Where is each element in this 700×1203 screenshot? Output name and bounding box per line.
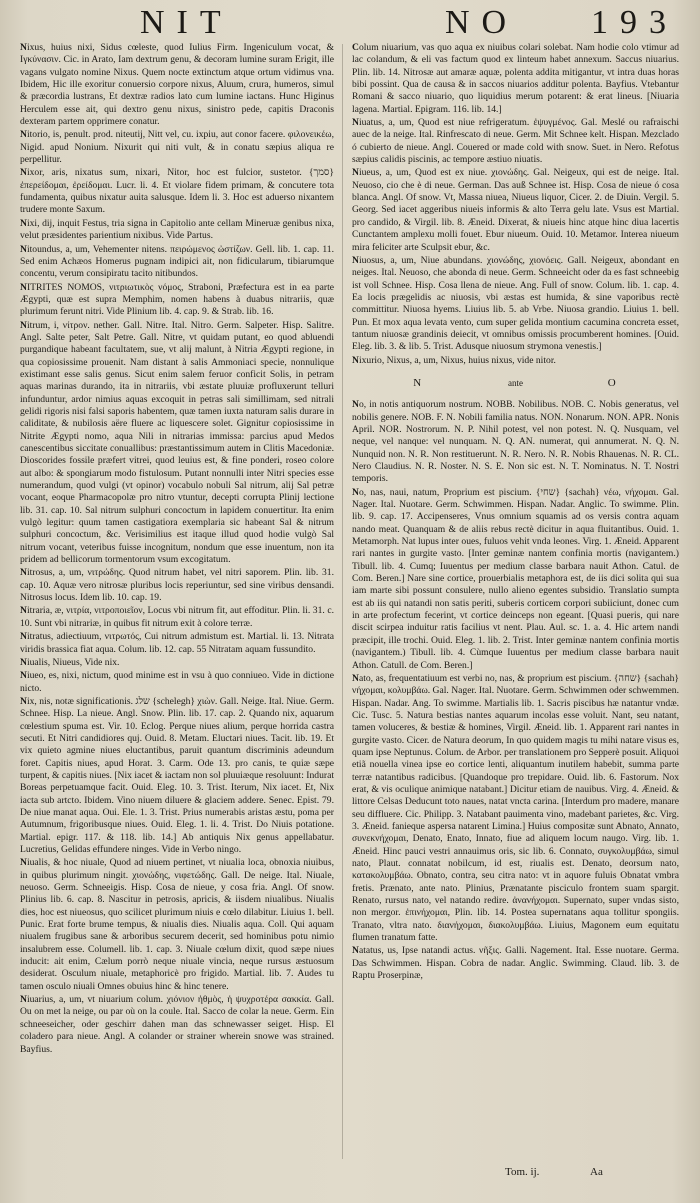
dictionary-entry: Niualis, & hoc niuale, Quod ad niuem pertinet, vt niualia loca, obnoxia niuibus, in quibus plurimum ningit. χιονώδης, νιφετώδης. Gall. De neige. Ital. Niuale, neuoso. Germ. Schneeigis. Hisp. Cosa de nieue, y cosa fria. Angl. Of snow. Plinius lib. 6. cap. 8. Nascitur in petrosis, apricis, & iisdem niualibus. Niualis dies, hoc est niueosus, quo scilicet plurimum niuis e cœlo dilabitur. Liuius 1. bell. Punic. Erat forte brume tempus, & niualis dies. Niualis aqua. Coll. Qui aquam niualem frugibus sane & arboribus securem decerit, sed hominibus potu nimio insalubrem esse. Columell. lib. 1. cap. 3. Niuale cœlum dixit, quod sæpe niues inducit: ait enim, Cælum porrò neque niuale vincia, neque rursus æstuosum desiderat. Osculum niuale, metaphoricè pro frigido. Martial. lib. 7. Audes tu tamen osculo niuali Omnes obuius hinc & hinc tenere. — [20, 857, 334, 992]
running-header — [0, 4, 700, 40]
section-word-ante: ante — [508, 377, 523, 388]
dictionary-entry: Niueus, a, um, Quod est ex niue. χιονώδης. Gal. Neigeux, qui est de neige. Ital. Neuoso, cio che è di neue. German. Das auß Schnee ist. Hisp. Cosa de nieue ó cosa blanca. Angl. Of snow. Vt, Massa niuea, Niueus liquor, Cicer. 2. de Diuin. Vergil. 5. Georg. Sed iacet aggeribus niueis informis & alto Terra gelu late. Vsus est Martial. pro candido, & Virgil. lib. 8. Æneid. Dixerat, & niueis hinc atque hinc diua lacertis Cunctantem amplexu molli fouet. Ebur niueum. Ouid. 10. Metamor. Interea niueum mira feliciter arte Sculpsit ebur, &c. — [352, 167, 679, 253]
right-column — [352, 42, 679, 1177]
dictionary-entry: Niualis, Niueus, Vide nix. — [20, 656, 120, 668]
section-break-n-ante-o — [352, 377, 679, 389]
section-letter-n: N — [413, 376, 424, 389]
dictionary-entry: Niuosus, a, um, Niue abundans. χιονώδης, χιονόεις. Gall. Neigeux, abondant en neiges. Ital. Neuoso, che abonda di neue. Germ. Schneeicht oder da es fast schneebig ist voll Schnee. Hisp. Cosa llena de nieue. Ang. Full of snow. Colum. lib. 1. cap. 4. Ea locis prægelidis ac niuosis, vbi æstas est humida, & sine vaporibus rectè committitur. Niuosa hyems. Liuius lib. 5. ab Vrbe. Niuosa grandio. Liuius 1. bell. Pun. Et mox aqua levata vento, cum super gelida montium cacumina concreta esset, tantum niuosæ grandinis deiecit, vt omnibus omissis procumberent homines. [Ouid. Eleg. lib. 3. & lib. 5. Trist. Adusque niuosum strymona venestis.] — [352, 254, 679, 353]
dictionary-entry: NITRITES NOMOS, νιτριωτικὸς νόμος, Straboni, Præfectura est in ea parte Ægypti, quæ est supra Memphim, nomen habens à duabus nitrariis, quæ plurimum ferunt nitri. Vide Plinium lib. 4. cap. 9. & Strab. lib. 16. — [20, 281, 334, 318]
dictionary-entry: Nixus, huius nixi, Sidus cœleste, quod Iulius Firm. Ingeniculum vocat, & Ιγκύνασιν. Cic. in Arato, Iam dextrum genu, & decoram lumine suram Erigit, ille vagans vulgato nomine Nixus. Quem nocte extinctum atque ortum vidimus vna. Ibidem, Hic ille exoritur conuersio corpore nixus, Aluum, crura, humeros, simul & præcordia lustrans, Et dextræ radios lato cum lumine iactans. Hunc Higinus Herculem esse ait, qui dextro genu nixus, sinistro pede, capitis Draconis dexteram partem opprimere conatur. — [20, 42, 334, 128]
dictionary-entry: Nato, as, frequentatiuum est verbi no, nas, & proprium est piscium. {שחה} {sachah} νήχομαι, κολυμβάω. Gal. Nager. Ital. Nuotare. Germ. Schwimmen oder schwemmen. Hispan. Nadar. Ang. To swimme. Martialis lib. 1. Sacris piscibus hæ natantur vndæ. Cic. Tusc. 5. Natura bestias nantes aquarum incolas esse voluit. Nant, seu natant, tamen voluceres, & bestiæ & homines, Virgil. Æneid. lib. 1. Apparent rari nantes in gurgite vasto. Cicer. de Natura deorum, In quo quidem magis tu mihi natare visus es, quam ipse Neptunus. Colum. de Arbor. per translationem pro Sepperè posuit. Aliquoi etiã nouella vinea ipse eo cortice lenti, aliquantum inutilem habebit, summa parte terræ natantibus radicibus. [Quandoque pro trepidare. Ouid. lib. 6. Fastorum. Nox erat, & vis oculique animique natabant.] Dicitur etiam de nauibus. Virg. 4. Æneid. & littore Celsas Deducunt toto naues, natat vncta carina. [Interdum pro madere, manare seu diffluere. Cic. Philipp. 3. Natabant pauimenta vino, madebant parietes, &c. Virg. 3. Æneid. fanieque aspersa natarent Limina.] Huius compositæ sunt Abnato, Annato, συνεκνήχομαι, Denato, Enato, Innato, fiue ad aliquem locum naugo. Virg. lib. 1. Æneid. Hinc pauci vestri annauimus oris, sic lib. 6. Connato, συγκολυμβάω, simul nato, Plaut. connatat nobilcum, id est, riualis est. Denato, deorsum nato, κατακολυμβάω. Obnato, contra, seu citra nato: vt in aquore fuluis Obnatat vmbra fretis. Prænato, ante nato. Plinius, Prænatante pisciculo frontem suam spargit. Renato, rursus nato, vel natando redire. ἀνανήχομαι. Supernato, super vndas sisto, non mergor. ἐπινήχομαι, Plin. lib. 14. Postea supernatans aqua tollitur spongiis. Tranato, vltra nato. διανήχομαι, διακολυμβάω. Liuius, Magonem eum equitatu flumen tranatum fatte. — [352, 672, 679, 944]
dictionary-entry: Nitratus, adiectiuum, νιτρωτός, Cui nitrum admistum est. Martial. li. 13. Nitrata viridis brassica fiat aqua. Colum. lib. 12. cap. 55 Nitratam aquam fussundito. — [20, 631, 334, 655]
dictionary-entry: No, nas, naui, natum, Proprium est piscium. {שחי} {sachah} νέω, νήχομαι. Gal. Nager. Ital. Nuotare. Germ. Schwimmen. Hispan. Nadar. Anglic. To swimme. Plin. lib. 9. cap. 17. Accipenseres, Vnus omnium squamis ad os versis contra aquam nando meat. Quanquam & de aliis rebus rectè dicitur in aqua fluitantibus. Ouid. 1. Metamorph. Nat lupus inter oues, fuluos vehit vnda leones. Virg. 1. Æneid. Apparent rari nantes in gurgite vasto. [Inter geminæ nantem confinia mortis (navigantem.) Tibull. lib. 4. Cumq; Iuuentus per medium classe barbara nauit Athon. Catul. de Com. Beren.] Nare sine cortice, prouerbialis metaphora est, de iis dici solita qui sua iam marte sibi possunt consulere, nullo alieno egentes subsidio. Translatio sumpta est ab iis qui natandi non satis periti, suberis corticem corpori subiiciunt, donec cum in arte profectum fecerint, vt cortice deinceps non egeant. [Quasi pueris, qui nare discit scirpea induitur ratis facilius vt nent. Plau. Aul. sc. 1. a. 4. Hic artem nandi præcipit, ille trochi. Ouid. Eleg. 1. lib. 2. Trist. Inter geminæ nantem confinia mortis (navigantem.) Tibull. lib. 4. Cùmque Iuuentus per medium classe barbara nauit Athon. Catull. de Com. Beren.] — [352, 486, 679, 671]
dictionary-entry: Nixurio, Nixus, a, um, Nixus, huius nixus, vide nitor. — [352, 354, 556, 366]
dictionary-entry: Natatus, us, Ipse natandi actus. νῆξις. Galli. Nagement. Ital. Esse nuotare. Germa. Das Schwimmen. Hispan. Cobra de nadar. Anglic. Swimming. Claud. lib. 3. de Raptu Proserpinæ, — [352, 945, 679, 982]
left-column — [20, 42, 334, 1167]
dictionary-entry: No, in notis antiquorum nostrum. NOBB. Nobilibus. NOB. C. Nobis generatus, vel nobilis genere. NOB. F. N. Nobili familia natus. NON. Nonarum. NON. APR. Nonis April. NOR. Nostrorum. N. P. Nihil potest, vel non potest. N. Q. Nusquam, vel neque, vel nanque: vel nunquam. N. Q. AN. numerat, qui annumerat. N. Q. N. Nunquid non. N. R. Non restituerunt. N. R. Nero. N. R. Nobis Rhauenas. N. R. CL. Nero Claudius. N. R. Noster. N. S. E. Non sic est. N. T. Nominatus. N. T. Nostri temporis. — [352, 399, 679, 485]
dictionary-entry: Niueo, es, nixi, nictum, quod minime est in vsu à quo conniueo. Vide in dictione nicto. — [20, 670, 334, 694]
dictionary-entry: Colum niuarium, vas quo aqua ex niuibus colari solebat. Nam hodie colo vtimur ad lac colandum, & eli vas factum quod ex linteum habet annexum. Saccus niuarius. Plin. lib. 14. Nitrosæ aut amaræ aquæ, polenta addita mitigantur, vt intra duas horas bibi possint. Qua de causa & in saccos niuarios additur polenta. Bayfius. Vtebantur Romani & sacco niuario, quo liquidius merum potarent: & erat lineus. [Niuaria lagena. Martial. Epigram. 116. lib. 14.] — [352, 42, 679, 115]
page-number: 193 — [591, 4, 678, 41]
column-rule — [342, 44, 343, 1159]
dictionary-entry: Niuatus, a, um, Quod est niue refrigeratum. ἐψυγμένος. Gal. Meslé ou rafraischi auec de la neige. Ital. Rinfrescato di neue. Germ. Mit Schnee kelt. Hispan. Mezclado ó cubierto de nieue. Angl. Couered or made cold with snow. Suet. in Nero. Refotus sæpius calidis piscinis, ac tempore æstiuo niuatis. — [352, 117, 679, 166]
dictionary-entry: Nitraria, æ, νιτρία, νιτροποιεῖον, Locus vbi nitrum fit, aut effoditur. Plin. li. 31. c. 10. Sunt vbi nitrariæ, in quibus fit nitrum exit à colore terræ. — [20, 605, 334, 629]
right-column-upper-entries — [352, 42, 679, 367]
dictionary-entry: Niuarius, a, um, vt niuarium colum. χιόνιον ἠθμὸς, ἡ ψυχροτέρα σακκία. Gall. Ou on met la neige, ou par où on la coule. Ital. Sacco de colar la neue. Germ. Ein schneeseicher, oder geschirr dahen man das schnewasser seiget. Hisp. El coladero para nieue. Angl. A colander or strainer wherein snowe was strained. Bayfius. — [20, 994, 334, 1055]
footer-tome: Tom. ij. — [505, 1166, 540, 1178]
page-footer — [0, 1166, 700, 1186]
dictionary-entry: Nix, nis, notæ significationis. שלג {schelegh} χιὼν. Gall. Neige. Ital. Niue. Germ. Schnee. Hisp. La nieue. Angl. Snow. Plin. lib. 17. cap. 2. Quando nix, aquarum cœlestium spuma est. Vir. 10. Eclog. Perque niues alium, perque horrida castra secuti. Et Nitri candidiores quj. Ouid. 8. Metam. Eluctari niues. Tacit. lib. 19. Et vix quieto agmine niues eluctantibus, paruit quantum discriminis adeundum foret. Capitis niues, apud Horat. 3. Carm. Ode 13. pro canis, te quiæ sæpe turpent, & capitis niues. [Nix iacet & iactam non sol pluuiæque resoluunt: Indurat Boreas perpetuamque facit. Ouid. Eleg. 10. 3. Trist. Iterum, Nix iacet. Et, Nix iacta sub artcto. Ibidem. Vino niuem diluere & glaciem addere. Senec. Epist. 79. De niue manat aqua. Oui. Ele. 1. 3. Trist. Prius numerabis aristas æstu, poma per Autumnum, frigoribusque niues. Ouid. Eleg. 1. li. 4. Trist. Do Niuis potatione. Martial. epigr. 117. & 118. lib. 14.] Ab antiquis Nix genus appellabatur. Lucretius, Gelidas effundere ninges. Vide in Verbo ningo. — [20, 695, 334, 855]
header-right-word: NO — [445, 4, 519, 41]
dictionary-entry: Nixi, dij, inquit Festus, tria signa in Capitolio ante cellam Mineruæ genibus nixa, velut præsidentes parientium nixibus. Vide Partus. — [20, 217, 334, 242]
dictionary-entry: Nitrum, i, νίτρον. nether. Gall. Nitre. Ital. Nitro. Germ. Salpeter. Hisp. Salitre. Angl. Salte peter, Salt Petre. Gall. Nitre, vt quidam putant, eo quod abluendi purgandique habeant facultatem, sue, vt alij malunt, à Nitria Ægypti regione, in qua copiosissime prouenit. Nam distant à salis Ammoniaci specie, nonnulique existimant esse salis genus. Sicut enim salem feruor conficit Solis, in petram aquas marinas durando, ita in nitrariis, vbi æstate pluuiæ profluxerunt telluri infunduntur, ardor nimius aquas excoquit in petras sali simillimam, sed nitrali gelidi rigoris nisi falsi saporis habentem, quæ tamen iuxta naturam salis durare in caliditate, & nubilosis aëre fluere ac liquescere solet. Gignitur copiosissime in Nitrite Ægypti nomo, aqua Nili in nitrarias immissa: parcius apud Medos canescentibus siccitate conuallibus: præstantissimum autem in Clitis Macedoniæ. Dioscorides fossile præfert vitrei, quod leuius est, & fine ponderi, roseo colore aut albo: & spongiarum modo fistulosum. Putant nonnulli inter Nitri species esse numerandum, quod vulgi (vt opinor) vocabulo nobuli Sal nitrum, alij Sal petræ vocant, eoque Pharmacopolæ pro nitro vtuntur, decepti corrupta Plinij lectione lib. 31. cap. 10. Sal nitrum sulphuri concoctum in lapidem conuertitur. Ita enim vulgò legitur: quum tamen castigatiora exemplaria sic habeant Sal & nitrum sulphuri concoctum, &c. Verisimilius est itaque illud quod hodie vulgò Sal nitrum vocant, veteribus fuisse incognitum, nondum que esse inuentum, non ita pridem ad bellicorum tormentorum vsum excogitatum. — [20, 319, 334, 566]
footer-signature: Aa — [590, 1166, 603, 1178]
dictionary-entry: Nitorio, is, penult. prod. niteutij, Nitt vel, cu. ixpiu, aut conor facere. φιλονεικέω, Nigid. apud Nonium. Nixurit qui niti vult, & in conatu sæpius aliqua re perpellitur. — [20, 129, 334, 166]
header-left-word: NIT — [140, 4, 233, 41]
dictionary-entry: Nixor, aris, nixatus sum, nixari, Nitor, hoc est fulcior, sustetor. {סמך} ἐπερείδομαι, ἐρείδομαι. Lucr. li. 4. Et violare fidem primam, & concutere tota fundamenta, quibus nixatur auita salusque. Idem li. 3. Hoc est aduerso nixantem trudere monte Saxum. — [20, 167, 334, 216]
dictionary-entry: Nitoundus, a, um, Vehementer nitens. πειρώμενος ὠστίζων. Gell. lib. 1. cap. 11. Sed enim Achæos Homerus pugnam indipici ait, non fidicularum, tibiarumque concentu, verum consipiratu tacito nitibundos. — [20, 243, 334, 280]
right-column-lower-entries — [352, 399, 679, 982]
section-letter-o: O — [607, 376, 618, 389]
dictionary-entry: Nitrosus, a, um, νιτρώδης. Quod nitrum habet, vel nitri saporem. Plin. lib. 31. cap. 10. Aquæ vero nitrosæ pluribus locis reperiuntur, sed sine viribus densandi. Nitrosus locus. Idem lib. 10. cap. 19. — [20, 567, 334, 604]
